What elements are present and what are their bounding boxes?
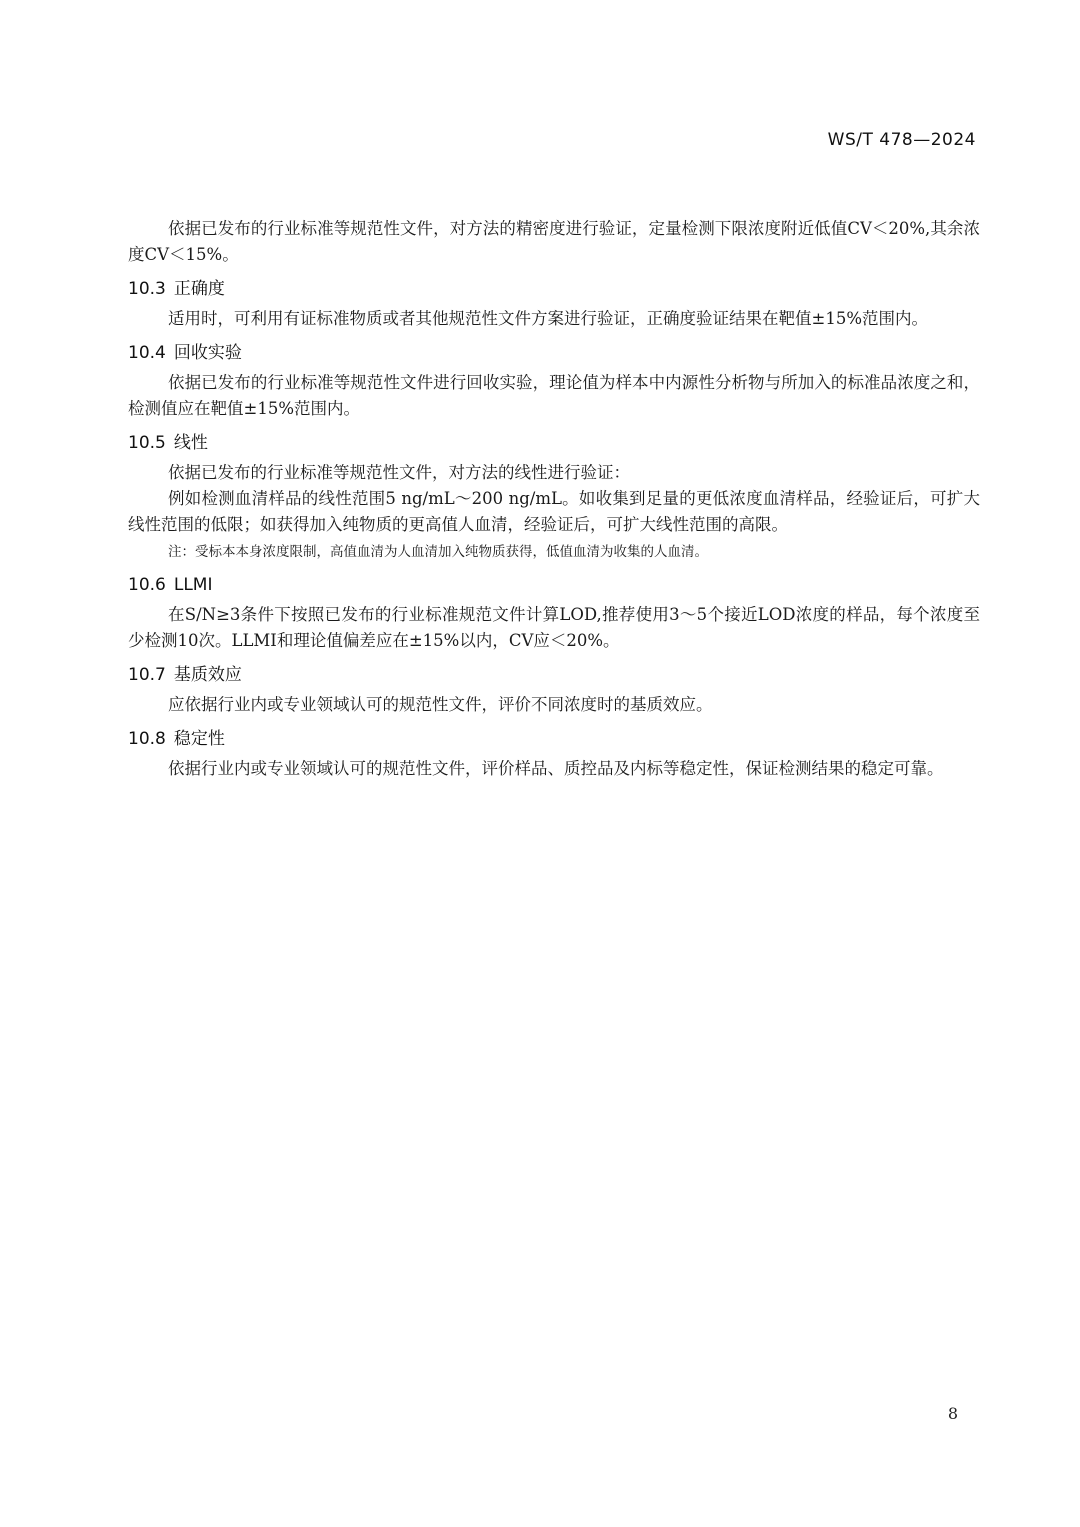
section-title: 稳定性 [173, 729, 225, 749]
section-number: 10.8 [128, 729, 166, 749]
section-heading-10-6 [128, 572, 980, 598]
section-number: 10.5 [128, 433, 166, 453]
section-paragraph: 应依据行业内或专业领域认可的规范性文件，评价不同浓度时的基质效应。 [168, 695, 713, 714]
section-paragraph: 依据已发布的行业标准等规范性文件进行回收实验，理论值为样本中内源性分析物与所加入的标准品浓度之和，检测值应在靶值±15%范围内。 [128, 373, 980, 418]
note-text: 受标本本身浓度限制，高值血清为人血清加入纯物质获得，低值血清为收集的人血清。 [195, 544, 708, 560]
section-paragraph: 适用时，可利用有证标准物质或者其他规范性文件方案进行验证，正确度验证结果在靶值±15%范围内。 [168, 309, 928, 328]
section-paragraph: 依据行业内或专业领域认可的规范性文件，评价样品、质控品及内标等稳定性，保证检测结果的稳定可靠。 [168, 759, 944, 778]
section-heading-10-8 [128, 726, 980, 752]
section-title: 正确度 [173, 279, 225, 299]
document-code: WS/T 478—2024 [827, 130, 976, 150]
section-heading-10-7 [128, 662, 980, 688]
section-title: 基质效应 [173, 665, 242, 685]
section-number: 10.6 [128, 575, 166, 595]
section-heading-10-5 [128, 430, 980, 456]
note-label: 注： [168, 544, 195, 560]
section-paragraph: 在S/N≥3条件下按照已发布的行业标准规范文件计算LOD,推荐使用3～5个接近LOD浓度的样品，每个浓度至少检测10次。LLMI和理论值偏差应在±15%以内，CV应＜20%。 [128, 605, 980, 650]
section-paragraph: 例如检测血清样品的线性范围5 ng/mL～200 ng/mL。如收集到足量的更低浓度血清样品，经验证后，可扩大线性范围的低限；如获得加入纯物质的更高值人血清，经验证后，可扩大线性范围的高限。 [128, 489, 980, 534]
section-heading-10-4 [128, 340, 980, 366]
section-number: 10.3 [128, 279, 166, 299]
section-number: 10.7 [128, 665, 166, 685]
section-title: 回收实验 [173, 343, 242, 363]
section-paragraph: 依据已发布的行业标准等规范性文件，对方法的线性进行验证： [168, 463, 630, 482]
document-body [128, 216, 980, 782]
section-heading-10-3 [128, 276, 980, 302]
intro-paragraph: 依据已发布的行业标准等规范性文件，对方法的精密度进行验证，定量检测下限浓度附近低值CV＜20%,其余浓度CV＜15%。 [128, 219, 980, 264]
section-title: 线性 [173, 433, 208, 453]
section-note [128, 540, 980, 564]
section-number: 10.4 [128, 343, 166, 363]
section-title: LLMI [173, 575, 213, 595]
page-number: 8 [947, 1404, 958, 1423]
